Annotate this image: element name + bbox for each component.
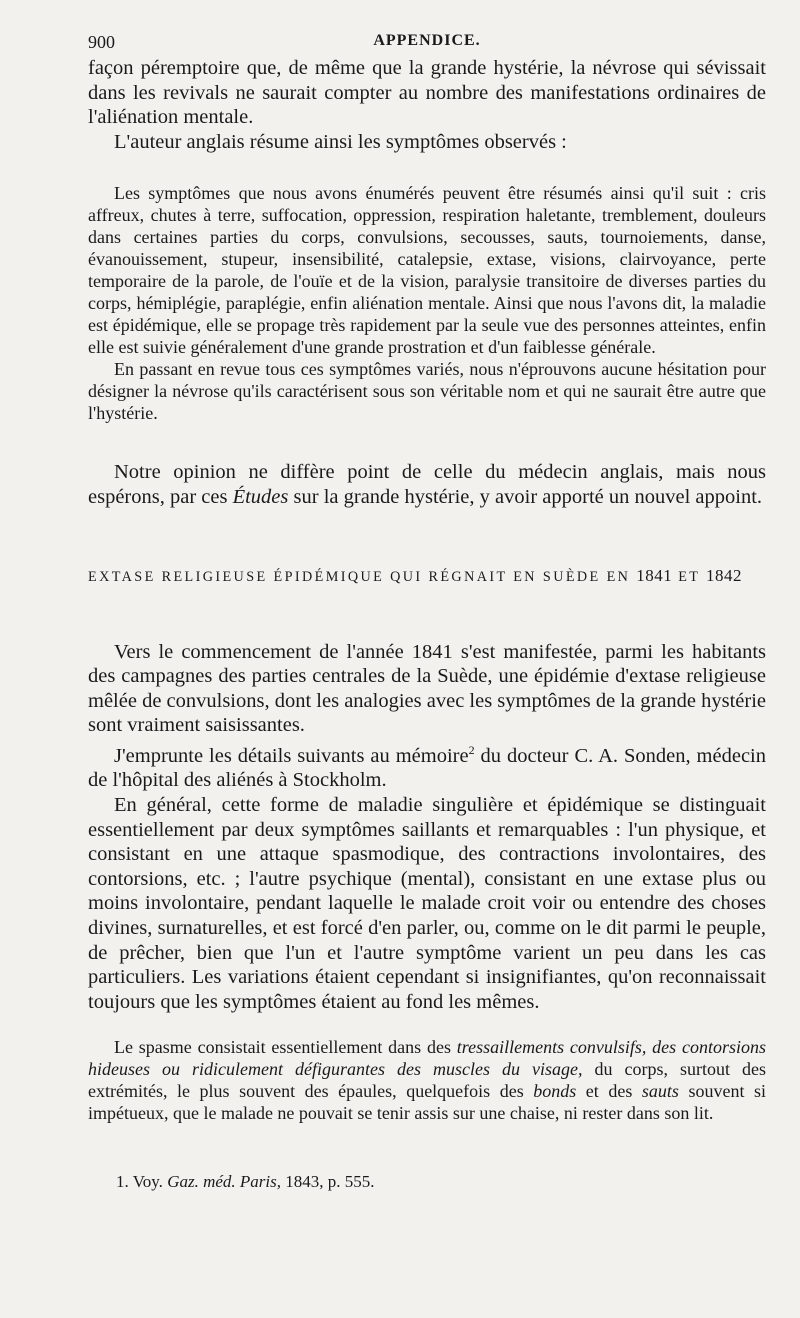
source-text-b: du docteur C. A. Sonden, médecin de l'hôpital des aliénés à Stockholm. xyxy=(88,744,766,792)
spasm-italic-a: tressaillements convulsifs, des contorsions hideuses ou ridiculement défigurantes des muscles du visage, xyxy=(88,1037,766,1080)
footnote-italic: Gaz. méd. Paris, xyxy=(167,1172,281,1192)
running-head xyxy=(88,30,766,56)
section-year-1: 1841 xyxy=(636,565,673,585)
spasm-text-c: et des xyxy=(576,1081,642,1102)
paragraph-general: En général, cette forme de maladie singulière et épidémique se distinguait essentiellement par deux symptômes saillants et remarquables : l'un physique, et consistant en une attaque spasmodique, des contractions involontaires, des contorsions, etc. ; l'autre psychique (mental), consistant en une extase plus ou moins involontaire, pendant laquelle le malade croit voir ou entendre des choses divines, surnaturelles, et est forcé d'en parler, ou, comme on le dit parmi le peuple, de prêcher, bien que l'un et l'autre symptôme varient un peu dans les cas particuliers. Les variations étaient cependant si insignifiantes, qu'on reconnaissait toujours que les symptômes étaient au fond les mêmes. xyxy=(88,793,766,1013)
opinion-text-a: Notre opinion ne diffère point de celle du médecin anglais, mais nous espérons, par ces xyxy=(88,461,766,508)
footnote-ref: 2 xyxy=(468,742,475,757)
section-year-2: 1842 xyxy=(706,565,743,585)
footnote xyxy=(88,1172,766,1192)
paragraph-sweden-intro: Vers le commencement de l'année 1841 s'est manifestée, parmi les habitants des campagnes des parties centrales de la Suède, une épidémie d'extase religieuse mêlée de convulsions, dont les analogies avec les symptômes de la grande hystérie sont vraiment saisissantes. xyxy=(88,640,767,737)
source-text-a: J'emprunte les détails suivants au mémoire xyxy=(114,744,469,767)
page-number: 900 xyxy=(88,32,115,52)
opinion-text-b: sur la grande hystérie, y avoir apporté un nouvel appoint. xyxy=(288,485,763,508)
paragraph-opinion xyxy=(88,460,766,509)
spasm-text-a: Le spasme consistait essentiellement dans des xyxy=(114,1037,457,1058)
page xyxy=(88,30,766,1192)
footnote-text-b: 1843, p. 555. xyxy=(281,1172,375,1192)
spasm-italic-c: sauts xyxy=(641,1081,679,1102)
running-title: APPENDICE. xyxy=(373,32,481,49)
quote-spasm xyxy=(88,1036,766,1124)
quote-symptoms: Les symptômes que nous avons énumérés peuvent être résumés ainsi qu'il suit : cris affreux, chutes à terre, suffocation, oppression, respiration haletante, tremblement, douleurs dans certaines parties du corps, convulsions, secousses, sauts, tournoiements, danse, évanouissement, stupeur, insensibilité, catalepsie, extase, visions, clairvoyance, perte temporaire de la parole, de l'ouïe et de la vision, paralysie transitoire de diverses parties du corps, hémiplégie, paraplégie, enfin aliénation mentale. Ainsi que nous l'avons dit, la maladie est épidémique, elle se propage très rapidement par la seule vue des personnes atteintes, enfin elle est suivie généralement d'une grande prostration et d'un faiblesse générale. xyxy=(88,183,766,358)
quote-conclusion: En passant en revue tous ces symptômes variés, nous n'éprouvons aucune hésitation pour désigner la névrose qu'ils caractérisent sous son véritable nom et qui ne saurait être autre que l'hystérie. xyxy=(88,359,766,424)
opinion-italic: Études xyxy=(232,485,289,508)
spasm-text-b: du corps, surtout des extrémités, le plus souvent des épaules, quelquefois des xyxy=(88,1059,766,1102)
section-and: ET xyxy=(678,568,701,585)
section-heading-text: EXTASE RELIGIEUSE ÉPIDÉMIQUE QUI RÉGNAIT EN SUÈDE EN xyxy=(88,568,631,585)
footnote-number: 1. xyxy=(116,1172,129,1192)
paragraph-source xyxy=(88,738,766,793)
spasm-text-d: souvent si impétueux, que le malade ne pouvait se tenir assis sur une chaise, ni rester dans son lit. xyxy=(88,1081,766,1124)
footnote-text-a: Voy. xyxy=(128,1172,168,1192)
spasm-italic-b: bonds xyxy=(533,1081,577,1102)
paragraph-summary-lead: L'auteur anglais résume ainsi les symptômes observés : xyxy=(114,130,567,153)
paragraph-intro: façon péremptoire que, de même que la grande hystérie, la névrose qui sévissait dans les revivals ne saurait compter au nombre des manifestations ordinaires de l'aliénation mentale. xyxy=(88,57,766,129)
section-heading xyxy=(88,566,766,586)
